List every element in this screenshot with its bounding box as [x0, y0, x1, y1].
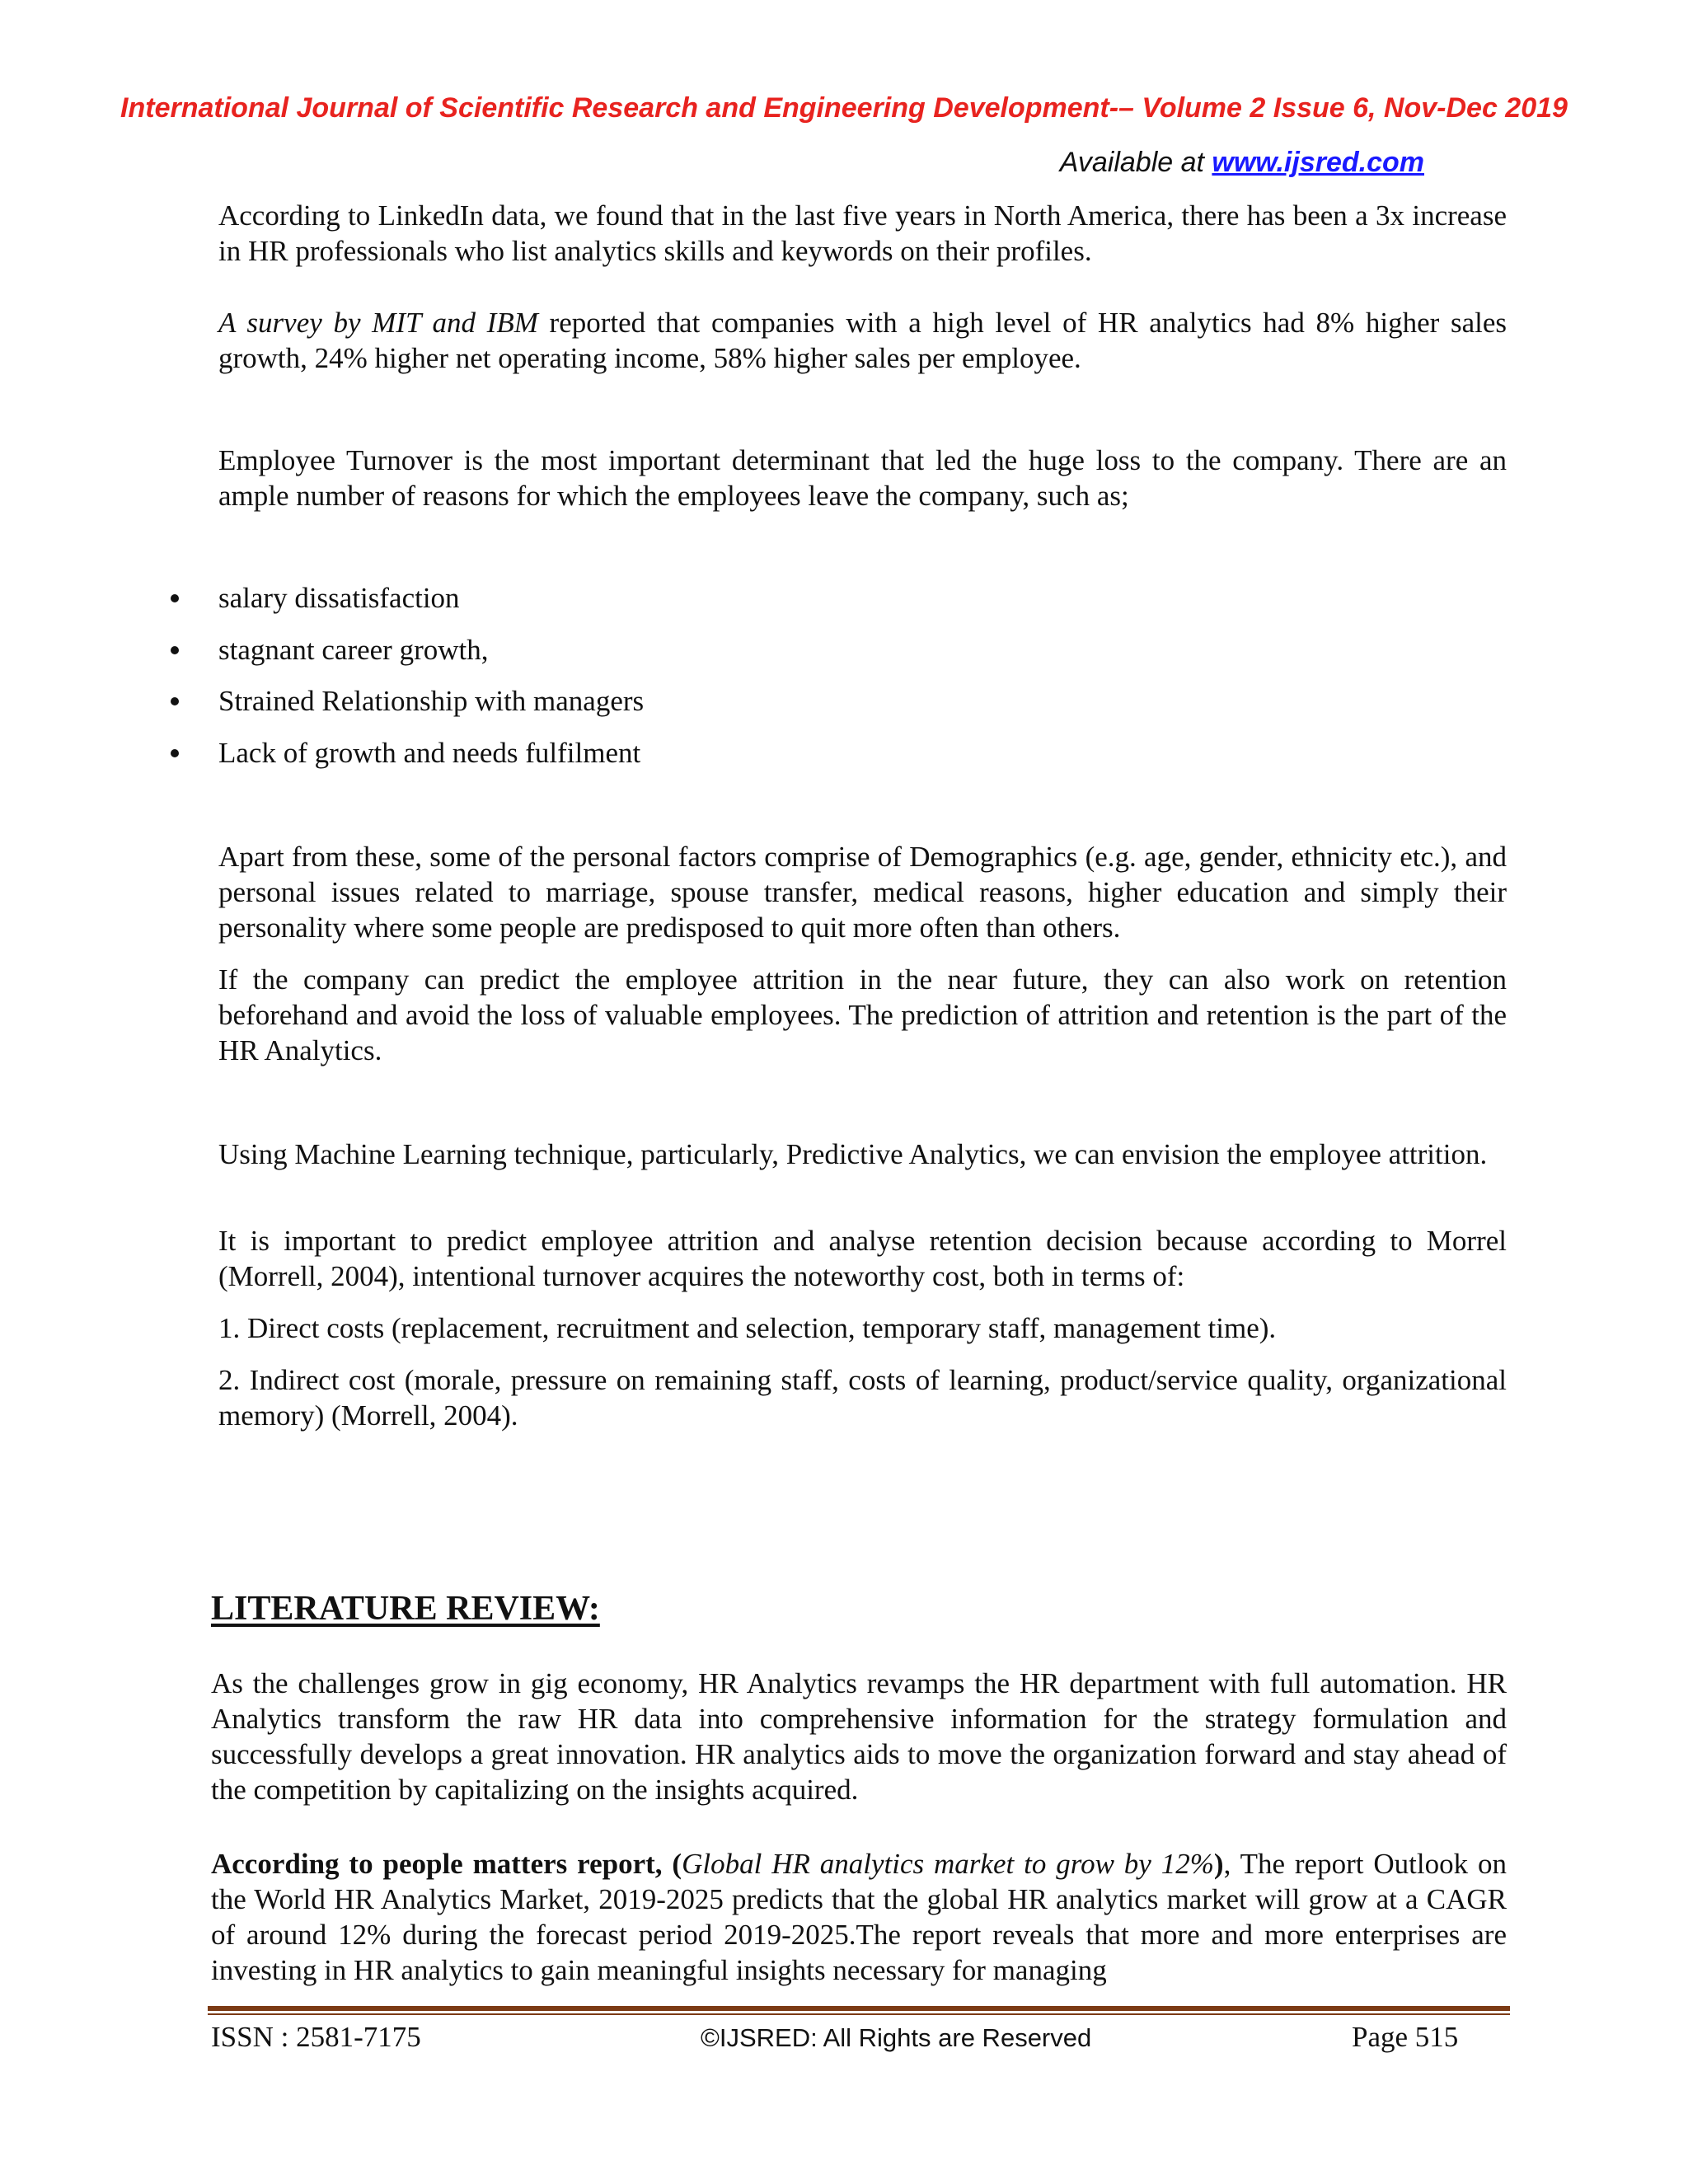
survey-results: reported that companies with a high level of HR analytics had 8% higher sales growth, 24% higher net operating income, 58% higher sales per employee.: [218, 307, 1507, 374]
paragraph-mit-ibm-survey: [218, 305, 1507, 376]
footer-copyright: ©IJSRED: All Rights are Reserved: [701, 2023, 1092, 2052]
bullet-icon: [171, 749, 179, 757]
footer-issn: ISSN : 2581-7175: [211, 2021, 421, 2053]
report-source-close: ): [1213, 1848, 1224, 1880]
paragraph-morrell-cost: It is important to predict employee attrition and analyse retention decision because according to Morrel (Morrell, 2004), intentional turnover acquires the noteworthy cost, both in terms of:: [218, 1225, 1507, 1292]
report-title-italic: Global HR analytics market to grow by 12%: [682, 1848, 1214, 1880]
footer-divider-thin: [208, 2013, 1510, 2015]
paragraph-people-matters: [211, 1846, 1507, 1988]
footer-page-number: Page 515: [1352, 2021, 1459, 2053]
paragraph-machine-learning: Using Machine Learning technique, particularly, Predictive Analytics, we can envision the employee attrition.: [218, 1138, 1488, 1170]
bullet-icon: [171, 594, 179, 602]
paragraph-direct-costs: 1. Direct costs (replacement, recruitment and selection, temporary staff, management time).: [218, 1312, 1277, 1344]
section-heading-literature-review: LITERATURE REVIEW:: [211, 1590, 600, 1628]
paragraph-indirect-costs: 2. Indirect cost (morale, pressure on remaining staff, costs of learning, product/service quality, organizational memory) (Morrell, 2004).: [218, 1364, 1507, 1432]
footer-divider: [208, 2006, 1510, 2011]
survey-source: A survey by MIT and IBM: [218, 307, 538, 339]
availability-prefix: Available at: [1059, 147, 1212, 178]
paragraph-linkedin: According to LinkedIn data, we found that in the last five years in North America, there has been a 3x increase in HR professionals who list analytics skills and keywords on their profiles.: [218, 199, 1507, 267]
list-item-text: stagnant career growth,: [218, 633, 489, 666]
paragraph-personal-factors: Apart from these, some of the personal factors comprise of Demographics (e.g. age, gender, ethnicity etc.), and personal issues related to marriage, spouse transfer, medical reasons, higher education and simply their personality where some people are predisposed to quit more often than others.: [218, 841, 1507, 944]
list-item-text: Lack of growth and needs fulfilment: [218, 736, 641, 769]
paragraph-literature-intro: As the challenges grow in gig economy, HR Analytics revamps the HR department with full automation. HR Analytics transform the raw HR data into comprehensive information for the strategy formulation and successfully develops a great innovation. HR analytics aids to move the organization forward and stay ahead of the competition by capitalizing on the insights acquired.: [211, 1667, 1507, 1806]
bullet-icon: [171, 646, 179, 654]
bullet-icon: [171, 697, 179, 705]
report-summary: , The report Outlook on the World HR Analytics Market, 2019-2025 predicts that the global HR analytics market will grow at a CAGR of around 12% during the forecast period 2019-2025.The report reveals that more and more enterprises are investing in HR analytics to gain meaningful insights necessary for managing: [211, 1848, 1507, 1986]
journal-header: International Journal of Scientific Research and Engineering Development-– Volume 2 Issue 6, Nov-Dec 2019: [120, 92, 1568, 124]
journal-website-link[interactable]: www.ijsred.com: [1212, 147, 1424, 178]
report-source-bold: According to people matters report, (: [211, 1848, 682, 1880]
list-item-text: Strained Relationship with managers: [218, 685, 645, 717]
list-item-text: salary dissatisfaction: [218, 582, 460, 614]
availability-line: [1060, 147, 1424, 179]
paragraph-predict-attrition: If the company can predict the employee attrition in the near future, they can also work on retention beforehand and avoid the loss of valuable employees. The prediction of attrition and retention is the part of the HR Analytics.: [218, 963, 1507, 1066]
paragraph-employee-turnover: Employee Turnover is the most important determinant that led the huge loss to the company. There are an ample number of reasons for which the employees leave the company, such as;: [218, 444, 1507, 512]
